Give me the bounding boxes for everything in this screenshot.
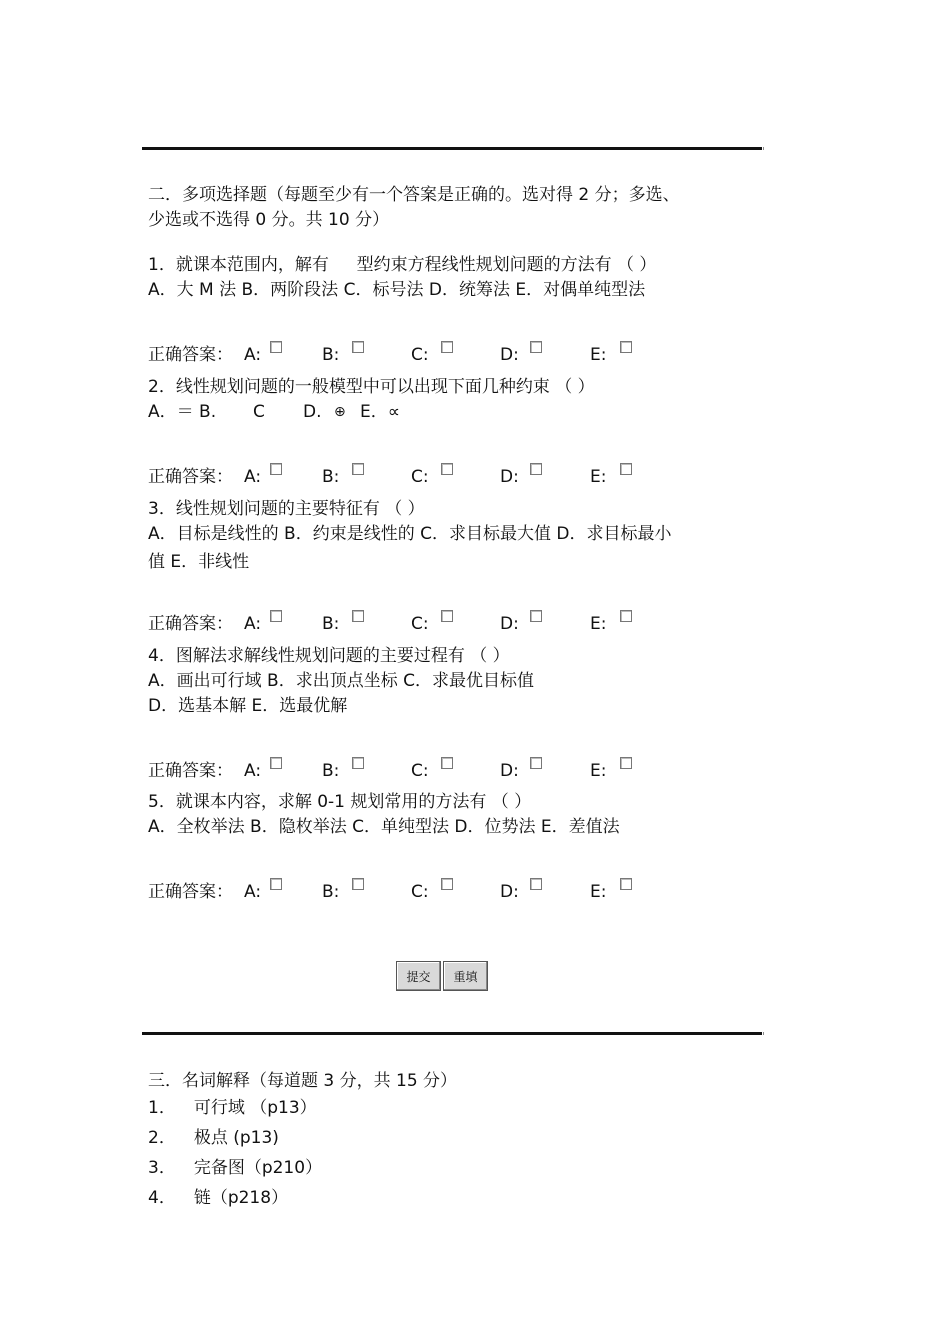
q2-option-symbol: ⊕ bbox=[334, 404, 346, 420]
option-d-key: D: bbox=[500, 614, 519, 634]
q2-checkbox-d[interactable] bbox=[530, 463, 542, 475]
reset-button[interactable]: 重填 bbox=[443, 961, 488, 991]
form-buttons bbox=[396, 961, 490, 990]
option-b-key: B: bbox=[322, 882, 340, 902]
question-1-text: 1．就课本范围内，解有 型约束方程线性规划问题的方法有 （ ） bbox=[148, 255, 657, 275]
option-a-key: A: bbox=[244, 467, 262, 487]
q2-checkbox-a[interactable] bbox=[270, 463, 282, 475]
option-a-key: A: bbox=[244, 761, 262, 781]
q2-option-e: E．∝ bbox=[360, 402, 400, 422]
option-a-key: A: bbox=[244, 345, 262, 365]
option-c-key: C: bbox=[411, 882, 429, 902]
term-item-2 bbox=[148, 1126, 279, 1150]
q5-checkbox-c[interactable] bbox=[441, 878, 453, 890]
term-item-3 bbox=[148, 1156, 322, 1180]
q5-checkbox-b[interactable] bbox=[352, 878, 364, 890]
option-e-key: E: bbox=[590, 345, 607, 365]
question-3-options-line2: 值 E．非线性 bbox=[148, 552, 250, 572]
top-divider bbox=[142, 147, 762, 150]
option-c-key: C: bbox=[411, 345, 429, 365]
question-3-options-line1: A．目标是线性的 B．约束是线性的 C．求目标最大值 D．求目标最小 bbox=[148, 524, 672, 544]
question-4-options-line2: D．选基本解 E．选最优解 bbox=[148, 696, 348, 716]
q4-checkbox-c[interactable] bbox=[441, 757, 453, 769]
q1-checkbox-e[interactable] bbox=[620, 341, 632, 353]
option-b-key: B: bbox=[322, 614, 340, 634]
question-2-options bbox=[148, 400, 468, 424]
term-text: 极点 (p13) bbox=[193, 1128, 279, 1148]
option-a-key: A: bbox=[244, 614, 262, 634]
option-b-key: B: bbox=[322, 467, 340, 487]
option-d-key: D: bbox=[500, 761, 519, 781]
option-c-key: C: bbox=[411, 614, 429, 634]
question-4-options-line1: A．画出可行域 B．求出顶点坐标 C．求最优目标值 bbox=[148, 671, 534, 691]
q2-option-c: C bbox=[253, 402, 265, 422]
q5-checkbox-d[interactable] bbox=[530, 878, 542, 890]
q3-checkbox-a[interactable] bbox=[270, 610, 282, 622]
option-d-key: D: bbox=[500, 882, 519, 902]
option-d-key: D: bbox=[500, 467, 519, 487]
option-c-key: C: bbox=[411, 467, 429, 487]
answer-label: 正确答案： bbox=[148, 345, 233, 365]
q4-checkbox-e[interactable] bbox=[620, 757, 632, 769]
q5-checkbox-e[interactable] bbox=[620, 878, 632, 890]
q4-checkbox-a[interactable] bbox=[270, 757, 282, 769]
option-d-key: D: bbox=[500, 345, 519, 365]
q2-option-a: A．＝ B. bbox=[148, 402, 217, 422]
q2-checkbox-b[interactable] bbox=[352, 463, 364, 475]
question-1-options: A．大 M 法 B．两阶段法 C．标号法 D．统筹法 E．对偶单纯型法 bbox=[148, 280, 646, 300]
q4-checkbox-b[interactable] bbox=[352, 757, 364, 769]
answer-label: 正确答案： bbox=[148, 761, 233, 781]
term-item-1 bbox=[148, 1096, 317, 1120]
q5-checkbox-a[interactable] bbox=[270, 878, 282, 890]
q1-checkbox-a[interactable] bbox=[270, 341, 282, 353]
q3-checkbox-e[interactable] bbox=[620, 610, 632, 622]
q3-checkbox-c[interactable] bbox=[441, 610, 453, 622]
section2-title-line1: 二．多项选择题（每题至少有一个答案是正确的。选对得 2 分；多选、 bbox=[148, 185, 680, 205]
q2-checkbox-c[interactable] bbox=[441, 463, 453, 475]
bottom-divider bbox=[142, 1032, 762, 1035]
option-b-key: B: bbox=[322, 345, 340, 365]
term-num: 2． bbox=[148, 1128, 176, 1148]
answer-label: 正确答案： bbox=[148, 882, 233, 902]
question-5-text: 5．就课本内容，求解 0-1 规划常用的方法有 （ ） bbox=[148, 792, 532, 812]
question-2-text: 2．线性规划问题的一般模型中可以出现下面几种约束 （ ） bbox=[148, 377, 595, 397]
option-e-key: E: bbox=[590, 882, 607, 902]
option-c-key: C: bbox=[411, 761, 429, 781]
option-e-key: E: bbox=[590, 467, 607, 487]
q1-checkbox-b[interactable] bbox=[352, 341, 364, 353]
option-b-key: B: bbox=[322, 761, 340, 781]
option-e-key: E: bbox=[590, 614, 607, 634]
section3-title: 三．名词解释（每道题 3 分，共 15 分） bbox=[148, 1071, 458, 1091]
section2-title-line2: 少选或不选得 0 分。共 10 分） bbox=[148, 210, 390, 230]
q2-checkbox-e[interactable] bbox=[620, 463, 632, 475]
term-num: 1． bbox=[148, 1098, 176, 1118]
q1-checkbox-c[interactable] bbox=[441, 341, 453, 353]
q4-checkbox-d[interactable] bbox=[530, 757, 542, 769]
question-5-options: A．全枚举法 B．隐枚举法 C．单纯型法 D．位势法 E．差值法 bbox=[148, 817, 620, 837]
option-e-key: E: bbox=[590, 761, 607, 781]
term-text: 完备图（p210） bbox=[193, 1158, 323, 1178]
option-a-key: A: bbox=[244, 882, 262, 902]
term-num: 3． bbox=[148, 1158, 176, 1178]
answer-label: 正确答案： bbox=[148, 467, 233, 487]
term-text: 链（p218） bbox=[193, 1188, 289, 1208]
question-4-text: 4．图解法求解线性规划问题的主要过程有 （ ） bbox=[148, 646, 510, 666]
submit-button[interactable]: 提交 bbox=[396, 961, 441, 991]
q1-checkbox-d[interactable] bbox=[530, 341, 542, 353]
question-3-text: 3．线性规划问题的主要特征有 （ ） bbox=[148, 499, 425, 519]
q2-option-d: D. bbox=[303, 402, 322, 422]
term-item-4 bbox=[148, 1186, 288, 1210]
q3-checkbox-b[interactable] bbox=[352, 610, 364, 622]
answer-label: 正确答案： bbox=[148, 614, 233, 634]
term-num: 4． bbox=[148, 1188, 176, 1208]
q3-checkbox-d[interactable] bbox=[530, 610, 542, 622]
term-text: 可行域 （p13） bbox=[193, 1098, 317, 1118]
